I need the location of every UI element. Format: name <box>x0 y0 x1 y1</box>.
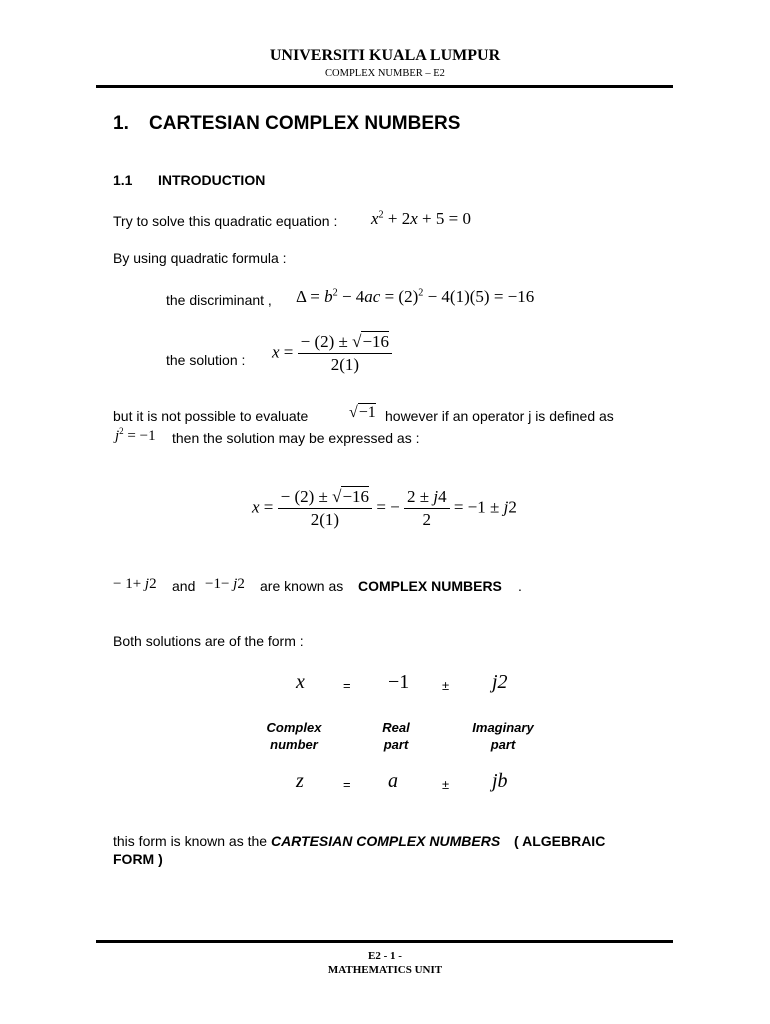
form-known-paren: ( ALGEBRAIC <box>514 833 606 849</box>
label-imaginary-part: Imaginary part <box>472 720 534 752</box>
not-possible-text-2: however if an operator j is defined as <box>385 408 614 424</box>
and-word: and <box>172 578 196 594</box>
sentence-period: . <box>518 578 522 594</box>
form-known-term: CARTESIAN COMPLEX NUMBERS <box>270 833 501 849</box>
form-equals-1: = <box>343 678 351 693</box>
form-known-paragraph <box>113 833 658 849</box>
subsection-title: INTRODUCTION <box>158 172 266 188</box>
subsection-number: 1.1 <box>113 172 133 188</box>
try-solve-text: Try to solve this quadratic equation : <box>113 213 338 229</box>
root-one: − 1+ j2 <box>113 576 157 592</box>
full-solution-formula: x = $\frac{- (2) \pm √-16}{2(1)}$ = − $\frac{2 \pm j4}{2}$ = −1 ± j2 <box>252 487 517 529</box>
footer-rule <box>96 940 673 943</box>
form-z-symbol: z <box>296 770 304 792</box>
header-title: UNIVERSITI KUALA LUMPUR <box>269 47 501 64</box>
form-a-symbol: a <box>388 770 398 792</box>
root-two: −1− j2 <box>205 576 245 592</box>
form-x-symbol: x <box>296 671 305 693</box>
form-known-line2: FORM ) <box>113 851 163 867</box>
form-equals-2: = <box>343 777 351 792</box>
both-solutions-text: Both solutions are of the form : <box>113 633 304 649</box>
label-real-part: Real part <box>382 720 410 752</box>
form-real-value: −1 <box>388 671 410 693</box>
quadratic-equation: $x^2 + 2x + 5 = 0$ <box>371 209 471 228</box>
by-formula-text: By using quadratic formula : <box>113 250 287 266</box>
not-possible-text-1: but it is not possible to evaluate <box>113 408 309 424</box>
form-pm-1: ± <box>442 678 450 693</box>
then-expressed-text: then the solution may be expressed as : <box>172 430 420 446</box>
footer-unit: MATHEMATICS UNIT <box>327 964 443 976</box>
form-known-prefix: this form is known as the <box>113 833 268 849</box>
sqrt-minus-one: √−1 <box>349 404 376 421</box>
solution-label: the solution : <box>166 352 246 368</box>
j-squared-def: $j^2 = -1$ <box>115 426 156 444</box>
form-imag-value: j2 <box>492 671 508 693</box>
form-pm-2: ± <box>442 777 450 792</box>
solution-formula: x = $\frac{- (2) \pm √-16}{2(1)}$ <box>272 332 392 375</box>
form-jb-symbol: jb <box>492 770 508 792</box>
header-rule <box>96 85 673 88</box>
footer-page: E2 - 1 - <box>368 950 402 962</box>
header-subtitle: COMPLEX NUMBER – E2 <box>325 68 445 79</box>
discriminant-label: the discriminant , <box>166 292 272 308</box>
discriminant-formula: $\Delta = b^2 - 4ac = (2)^2 - 4(1)(5) = -16$ <box>296 287 535 306</box>
complex-numbers-term: COMPLEX NUMBERS <box>358 578 502 594</box>
label-complex-number: Complex number <box>266 720 322 752</box>
section-number: 1. <box>113 113 129 134</box>
known-as-text: are known as <box>260 578 344 594</box>
section-title: CARTESIAN COMPLEX NUMBERS <box>149 113 461 134</box>
